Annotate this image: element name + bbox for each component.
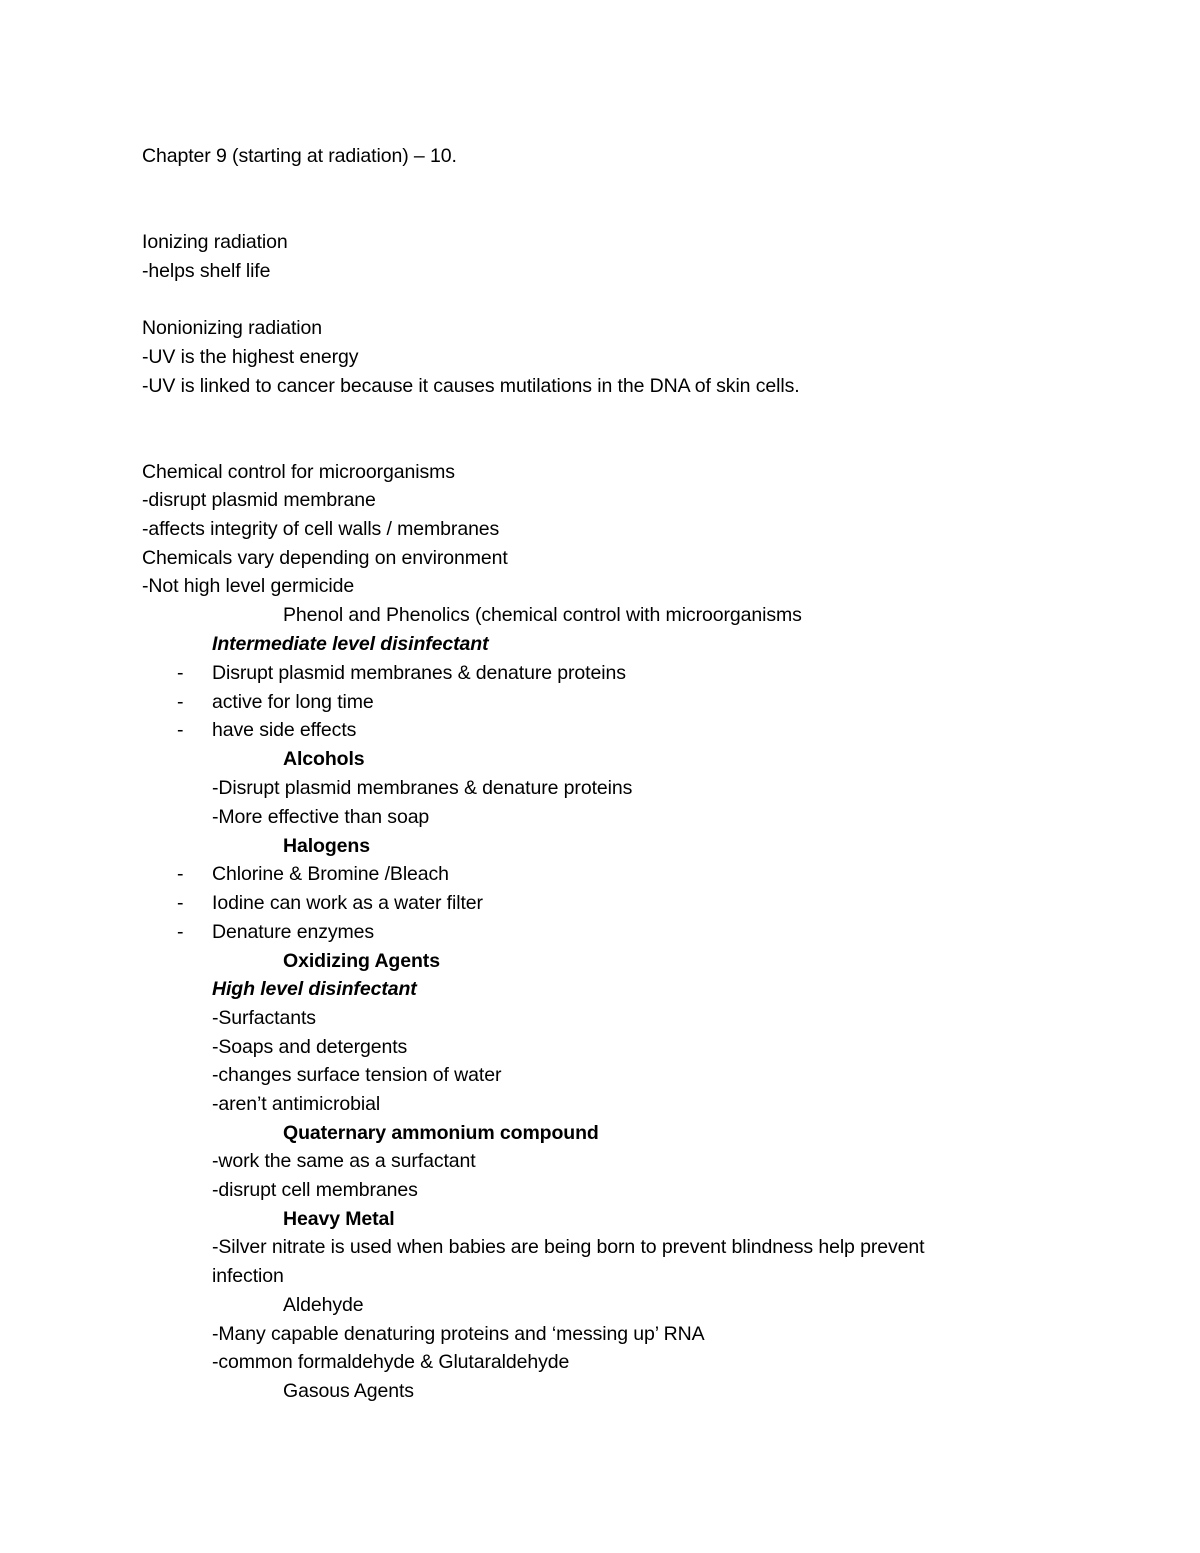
document-title: Chapter 9 (starting at radiation) – 10. [142, 145, 457, 167]
bullet-dash: - [177, 662, 184, 684]
oxidizing-heading: Oxidizing Agents [283, 950, 440, 972]
nonionizing-point: -UV is the highest energy [142, 346, 359, 368]
quaternary-point: -work the same as a surfactant [212, 1150, 476, 1172]
alcohols-point: -Disrupt plasmid membranes & denature proteins [212, 777, 633, 799]
chemical-point: -affects integrity of cell walls / membranes [142, 518, 500, 540]
oxidizing-point: -changes surface tension of water [212, 1064, 502, 1086]
bullet-dash: - [177, 892, 184, 914]
bullet-dash: - [177, 691, 184, 713]
heavy-metal-point-continuation: infection [212, 1265, 284, 1287]
aldehyde-point: -common formaldehyde & Glutaraldehyde [212, 1351, 570, 1373]
bullet-dash: - [177, 863, 184, 885]
nonionizing-heading: Nonionizing radiation [142, 317, 323, 339]
phenol-point: have side effects [212, 719, 357, 741]
aldehyde-point: -Many capable denaturing proteins and ‘messing up’ RNA [212, 1323, 705, 1345]
halogens-point: Denature enzymes [212, 921, 375, 943]
nonionizing-point: -UV is linked to cancer because it causes mutilations in the DNA of skin cells. [142, 375, 800, 397]
oxidizing-level: High level disinfectant [212, 978, 417, 1000]
oxidizing-point: -Soaps and detergents [212, 1036, 408, 1058]
heavy-metal-point: -Silver nitrate is used when babies are being born to prevent blindness help prevent [212, 1236, 925, 1258]
phenol-point: Disrupt plasmid membranes & denature proteins [212, 662, 626, 684]
quaternary-heading: Quaternary ammonium compound [283, 1122, 599, 1144]
oxidizing-point: -Surfactants [212, 1007, 316, 1029]
phenol-heading: Phenol and Phenolics (chemical control with microorganisms [283, 604, 802, 626]
chemical-germicide: -Not high level germicide [142, 575, 355, 597]
aldehyde-heading: Aldehyde [283, 1294, 364, 1316]
halogens-point: Chlorine & Bromine /Bleach [212, 863, 449, 885]
halogens-heading: Halogens [283, 835, 370, 857]
chemical-heading: Chemical control for microorganisms [142, 461, 455, 483]
halogens-point: Iodine can work as a water filter [212, 892, 483, 914]
chemical-point: -disrupt plasmid membrane [142, 489, 376, 511]
gaseous-heading: Gasous Agents [283, 1380, 414, 1402]
alcohols-point: -More effective than soap [212, 806, 430, 828]
bullet-dash: - [177, 719, 184, 741]
phenol-level: Intermediate level disinfectant [212, 633, 489, 655]
oxidizing-point: -aren’t antimicrobial [212, 1093, 381, 1115]
quaternary-point: -disrupt cell membranes [212, 1179, 418, 1201]
ionizing-point: -helps shelf life [142, 260, 271, 282]
phenol-point: active for long time [212, 691, 374, 713]
alcohols-heading: Alcohols [283, 748, 365, 770]
heavy-metal-heading: Heavy Metal [283, 1208, 395, 1230]
bullet-dash: - [177, 921, 184, 943]
ionizing-heading: Ionizing radiation [142, 231, 288, 253]
chemical-note: Chemicals vary depending on environment [142, 547, 508, 569]
